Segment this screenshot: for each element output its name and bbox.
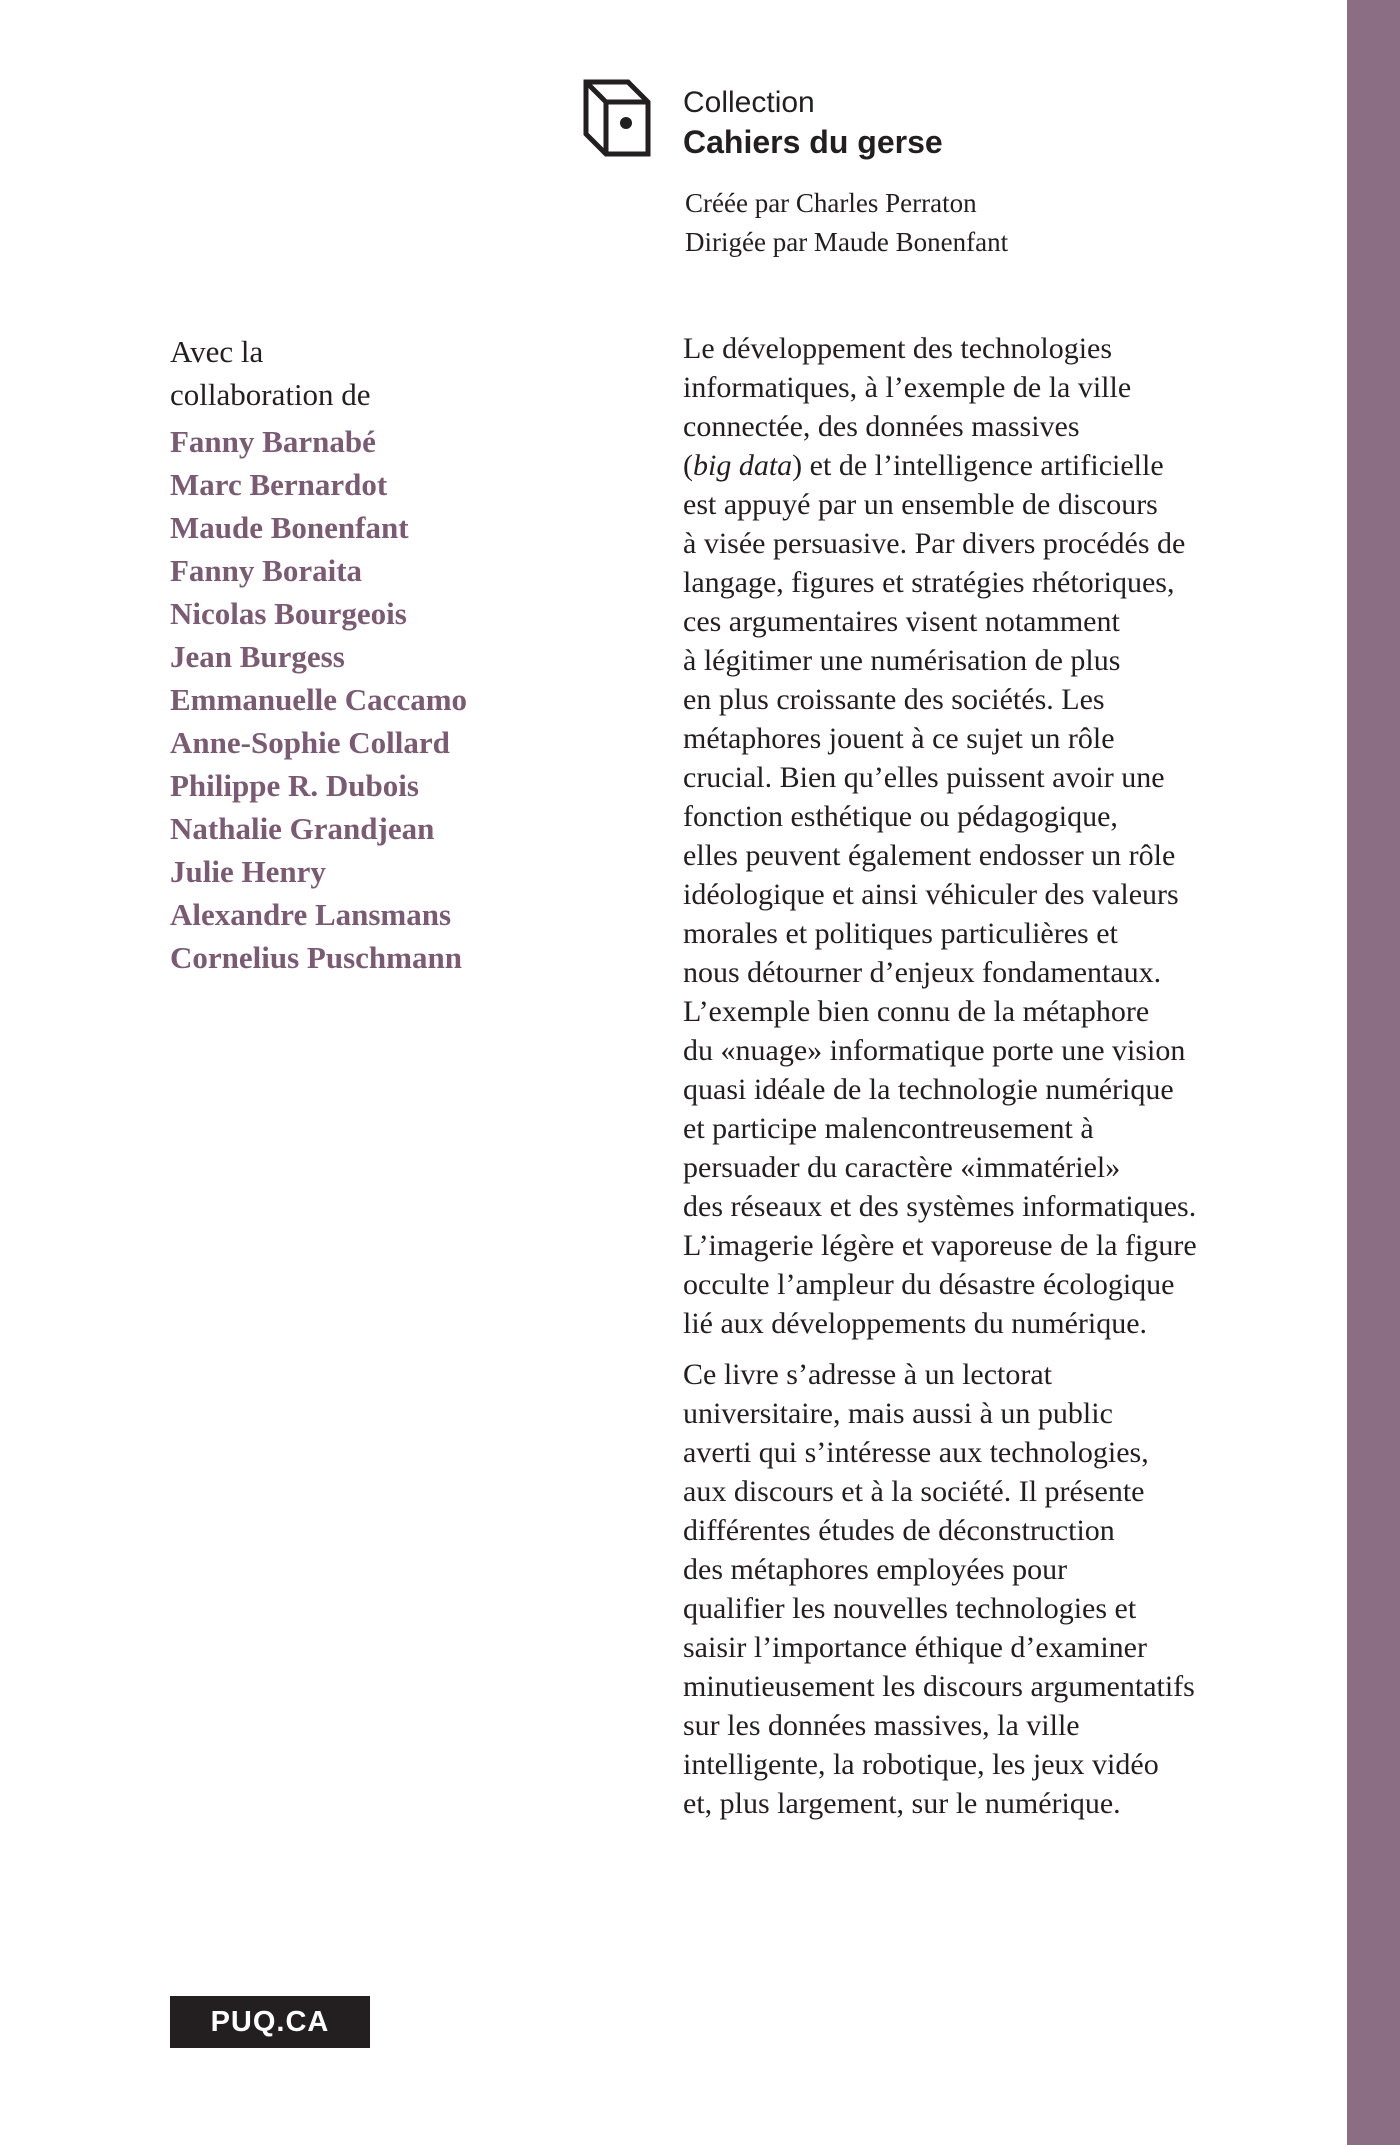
description-line: informatiques, à l’exemple de la ville — [683, 371, 1132, 404]
contributor-name: Emmanuelle Caccamo — [170, 682, 468, 717]
contributor-name: Jean Burgess — [170, 639, 345, 674]
description-line: fonction esthétique ou pédagogique, — [683, 800, 1118, 833]
description-line: idéologique et ainsi véhiculer des valeurs — [683, 878, 1179, 911]
collaboration-heading — [170, 330, 590, 416]
description-line: Le développement des technologies — [683, 332, 1113, 365]
description-line: métaphores jouent à ce sujet un rôle — [683, 722, 1115, 755]
credit-directed-by: Dirigée par Maude Bonenfant — [685, 227, 1009, 257]
publisher-badge: PUQ.CA — [170, 1996, 370, 2048]
description-line: quasi idéale de la technologie numérique — [683, 1073, 1174, 1106]
description-line: universitaire, mais aussi à un public — [683, 1397, 1113, 1430]
credit-created-by: Créée par Charles Perraton — [685, 188, 977, 218]
contributor-name: Alexandre Lansmans — [170, 897, 452, 932]
description-line: crucial. Bien qu’elles puissent avoir une — [683, 761, 1165, 794]
italic-term: big data — [693, 449, 793, 482]
contributor-name: Marc Bernardot — [170, 467, 388, 502]
contributor-name: Fanny Boraita — [170, 553, 363, 588]
description-line: à visée persuasive. Par divers procédés de — [683, 527, 1186, 560]
description-line: L’imagerie légère et vaporeuse de la figure — [683, 1229, 1197, 1262]
description-line: L’exemple bien connu de la métaphore — [683, 995, 1150, 1028]
contributor-name: Cornelius Puschmann — [170, 940, 462, 975]
contributor-name: Fanny Barnabé — [170, 424, 376, 459]
collection-title-block — [683, 84, 943, 162]
cube-corner-icon — [582, 78, 652, 158]
contributor-name: Julie Henry — [170, 854, 326, 889]
description-line: minutieusement les discours argumentatifs — [683, 1670, 1195, 1703]
description-line: langage, figures et stratégies rhétoriques, — [683, 566, 1175, 599]
description-line: occulte l’ampleur du désastre écologique — [683, 1268, 1175, 1301]
contributor-name: Philippe R. Dubois — [170, 768, 419, 803]
collection-name: Cahiers du gerse — [683, 124, 943, 160]
description-line: ces argumentaires visent notamment — [683, 605, 1120, 638]
collaboration-block — [170, 330, 590, 979]
contributor-list — [170, 420, 590, 979]
collection-credits — [685, 184, 1008, 262]
description-line: différentes études de déconstruction — [683, 1514, 1115, 1547]
description-line: est appuyé par un ensemble de discours — [683, 488, 1158, 521]
description-line: intelligente, la robotique, les jeux vidéo — [683, 1748, 1159, 1781]
description-line: aux discours et à la société. Il présente — [683, 1475, 1145, 1508]
description-line: sur les données massives, la ville — [683, 1709, 1080, 1742]
description-line: des réseaux et des systèmes informatiques. — [683, 1190, 1197, 1223]
contributor-name: Maude Bonenfant — [170, 510, 409, 545]
description-line: à légitimer une numérisation de plus — [683, 644, 1121, 677]
collaboration-heading-line: collaboration de — [170, 377, 371, 412]
description-line: (big data) et de l’intelligence artificielle — [683, 449, 1164, 482]
description-line: des métaphores employées pour — [683, 1553, 1068, 1586]
collaboration-heading-line: Avec la — [170, 334, 264, 369]
description-paragraph-1 — [683, 329, 1283, 1343]
description-line: du «nuage» informatique porte une vision — [683, 1034, 1186, 1067]
collection-label: Collection — [683, 86, 815, 119]
description-line: en plus croissante des sociétés. Les — [683, 683, 1105, 716]
description-line: et, plus largement, sur le numérique. — [683, 1787, 1121, 1820]
description-line: et participe malencontreusement à — [683, 1112, 1094, 1145]
description-line: elles peuvent également endosser un rôle — [683, 839, 1176, 872]
description-paragraph-2 — [683, 1355, 1283, 1823]
contributor-name: Nathalie Grandjean — [170, 811, 435, 846]
spine-color-band — [1347, 0, 1400, 2145]
description-line: averti qui s’intéresse aux technologies, — [683, 1436, 1149, 1469]
description-line: nous détourner d’enjeux fondamentaux. — [683, 956, 1162, 989]
description-line: Ce livre s’adresse à un lectorat — [683, 1358, 1053, 1391]
description-line: connectée, des données massives — [683, 410, 1080, 443]
description-line: saisir l’importance éthique d’examiner — [683, 1631, 1147, 1664]
description-line: morales et politiques particulières et — [683, 917, 1118, 950]
contributor-name: Anne-Sophie Collard — [170, 725, 450, 760]
description-line: persuader du caractère «immatériel» — [683, 1151, 1121, 1184]
description-line: qualifier les nouvelles technologies et — [683, 1592, 1137, 1625]
back-cover-description — [683, 329, 1283, 1823]
contributor-name: Nicolas Bourgeois — [170, 596, 407, 631]
description-line: lié aux développements du numérique. — [683, 1307, 1148, 1340]
